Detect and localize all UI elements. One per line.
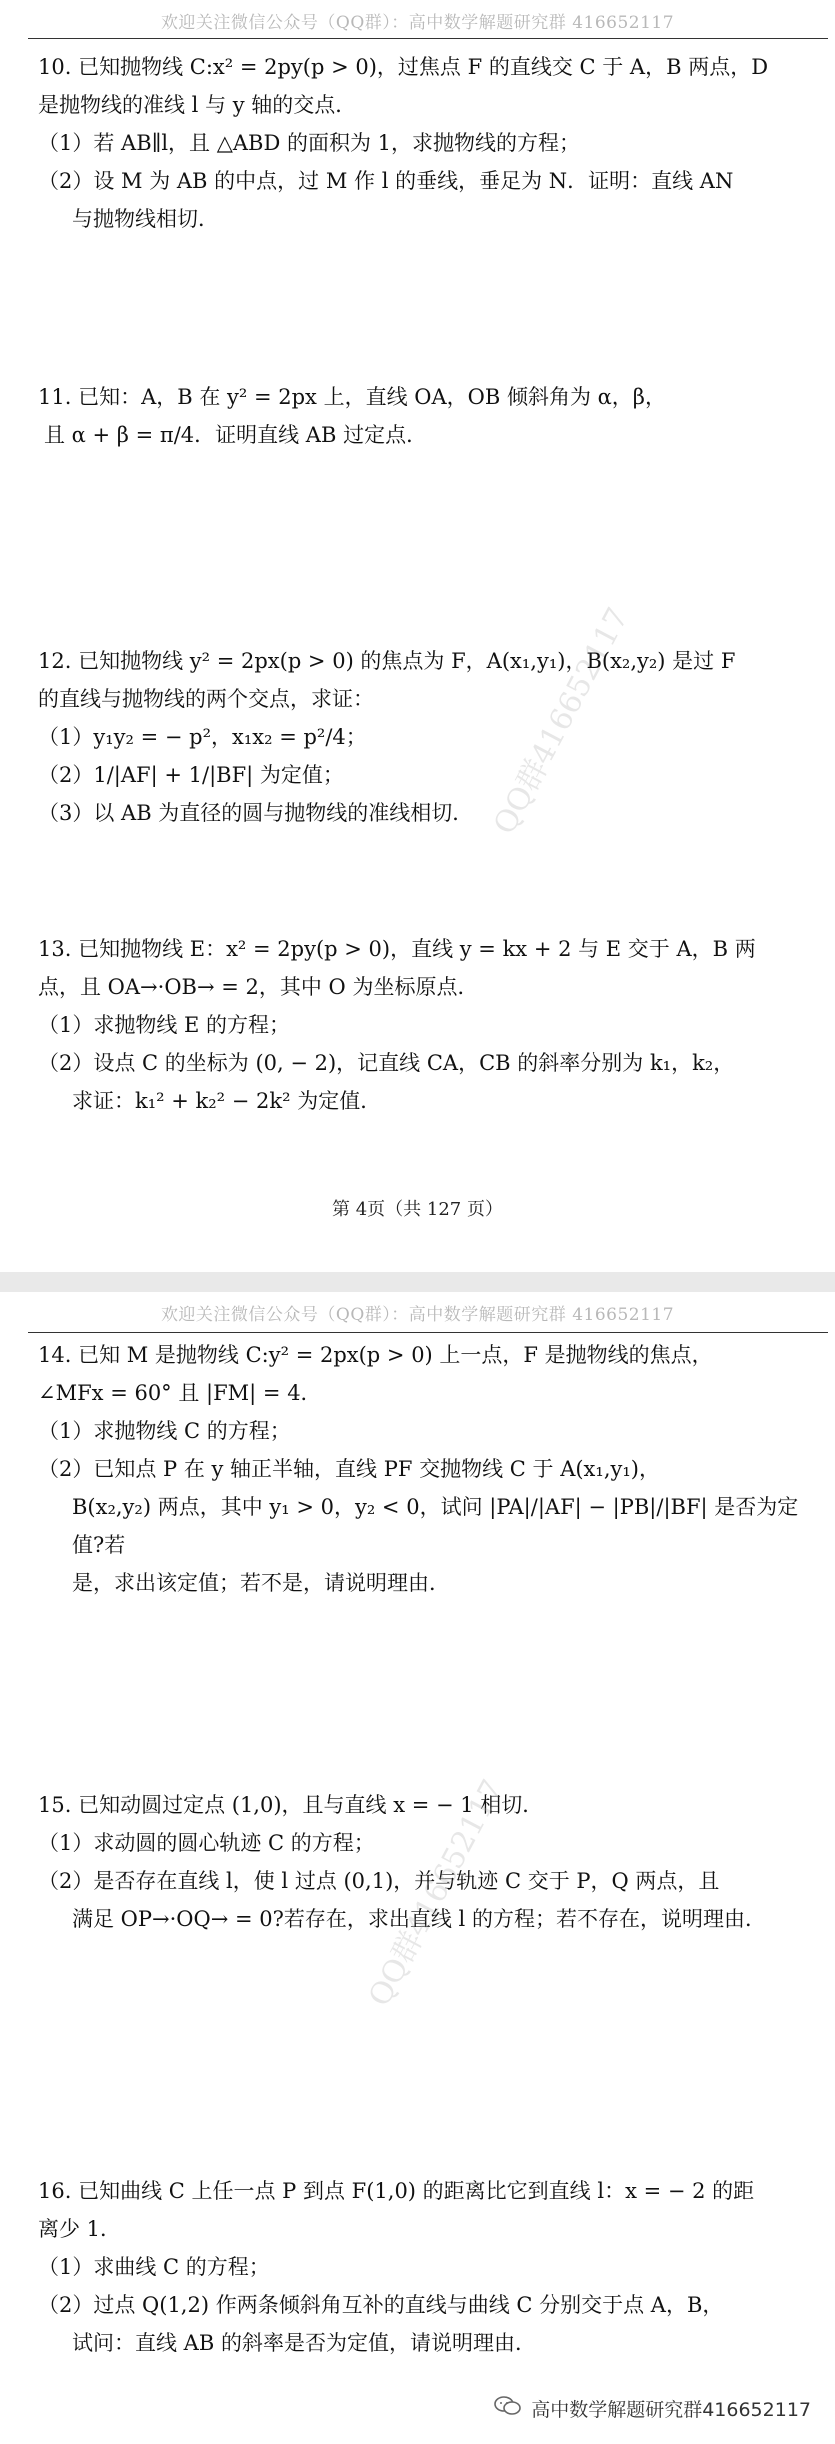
problem-14-stem-line1: 14. 已知 M 是抛物线 C:y² = 2px(p > 0) 上一点，F 是抛物线的焦点， [38,1343,713,1367]
problem-13-part2-line1: （2）设点 C 的坐标为 (0, − 2)，记直线 CA，CB 的斜率分别为 k₁，k₂， [38,1051,735,1075]
problem-13-stem-line1: 13. 已知抛物线 E：x² = 2py(p > 0)，直线 y = kx + 2 与 E 交于 A，B 两 [38,937,756,961]
problem-14 [38,1336,808,1602]
brand-text: 高中数学解题研究群416652117 [531,2399,811,2421]
problem-16-part2-line1: （2）过点 Q(1,2) 作两条倾斜角互补的直线与曲线 C 分别交于点 A，B， [38,2293,724,2317]
problem-10-stem-line1: 10. 已知抛物线 C:x² = 2py(p > 0)，过焦点 F 的直线交 C 于 A，B 两点，D [38,55,769,79]
wechat-icon [493,2395,523,2422]
problem-16 [38,2172,808,2362]
problem-13-stem-line2: 点，且 OA→·OB→ = 2，其中 O 为坐标原点． [38,975,479,999]
problem-12 [38,642,808,832]
page-footer: 第 4页（共 127 页） [332,1199,503,1220]
page-header: 欢迎关注微信公众号（QQ群）：高中数学解题研究群 416652117 [160,13,675,33]
problem-16-part2-line2: 试问：直线 AB 的斜率是否为定值，请说明理由． [72,2331,536,2355]
problem-10-part1: （1）若 AB∥l，且 △ABD 的面积为 1，求抛物线的方程； [38,131,581,155]
problem-13 [38,930,808,1120]
header-rule-2 [28,1332,828,1333]
problem-12-stem-line2: 的直线与抛物线的两个交点，求证： [38,687,374,711]
problem-10-part2-line2: 与抛物线相切． [72,207,219,231]
problem-16-part1: （1）求曲线 C 的方程； [38,2255,270,2279]
problem-16-stem-line1: 16. 已知曲线 C 上任一点 P 到点 F(1,0) 的距离比它到直线 l：x = − 2 的距 [38,2179,755,2203]
watermark: QQ群416652117 [487,602,636,841]
problem-10-part2-line1: （2）设 M 为 AB 的中点，过 M 作 l 的垂线，垂足为 N．证明：直线 AN [38,169,734,193]
problem-15-part2-line1: （2）是否存在直线 l，使 l 过点 (0,1)，并与轨迹 C 交于 P，Q 两点，且 [38,1869,720,1893]
problem-12-part3: （3）以 AB 为直径的圆与抛物线的准线相切． [38,801,474,825]
problem-14-part1: （1）求抛物线 C 的方程； [38,1419,291,1443]
page-separator [0,1272,835,1292]
problem-16-stem-line2: 离少 1． [38,2217,122,2241]
problem-13-part1: （1）求抛物线 E 的方程； [38,1013,291,1037]
problem-10 [38,48,808,238]
problem-10-stem-line2: 是抛物线的准线 l 与 y 轴的交点． [38,93,357,117]
problem-11-stem-line2: 且 α + β = π/4．证明直线 AB 过定点． [44,423,428,447]
problem-14-stem-line2: ∠MFx = 60° 且 |FM| = 4． [38,1381,322,1405]
document-page-5 [0,1292,835,2444]
brand-signature [493,2395,811,2422]
header-rule [28,38,828,39]
problem-11-stem-line1: 11. 已知：A，B 在 y² = 2px 上，直线 OA，OB 倾斜角为 α，β， [38,385,666,409]
problem-15-part1: （1）求动圆的圆心轨迹 C 的方程； [38,1831,375,1855]
problem-11 [38,378,808,454]
problem-12-part1: （1）y₁y₂ = − p²，x₁x₂ = p²/4； [38,725,367,749]
problem-13-part2-line2: 求证：k₁² + k₂² − 2k² 为定值． [72,1089,382,1113]
problem-15-stem-line1: 15. 已知动圆过定点 (1,0)，且与直线 x = − 1 相切． [38,1793,544,1817]
problem-15-part2-line2: 满足 OP→·OQ→ = 0?若存在，求出直线 l 的方程；若不存在，说明理由． [72,1907,766,1931]
problem-12-part2: （2）1/|AF| + 1/|BF| 为定值； [38,763,344,787]
problem-14-part2-line2: B(x₂,y₂) 两点，其中 y₁ > 0，y₂ < 0，试问 |PA|/|AF| − |PB|/|BF| 是否为定值?若 [72,1495,799,1557]
problem-14-part2-line1: （2）已知点 P 在 y 轴正半轴，直线 PF 交抛物线 C 于 A(x₁,y₁)， [38,1457,660,1481]
page-header-2: 欢迎关注微信公众号（QQ群）：高中数学解题研究群 416652117 [160,1305,675,1325]
problem-14-part2-line3: 是，求出该定值；若不是，请说明理由． [72,1571,450,1595]
watermark-2: QQ群416652117 [362,1774,511,2013]
problem-12-stem-line1: 12. 已知抛物线 y² = 2px(p > 0) 的焦点为 F，A(x₁,y₁)，B(x₂,y₂) 是过 F [38,649,736,673]
